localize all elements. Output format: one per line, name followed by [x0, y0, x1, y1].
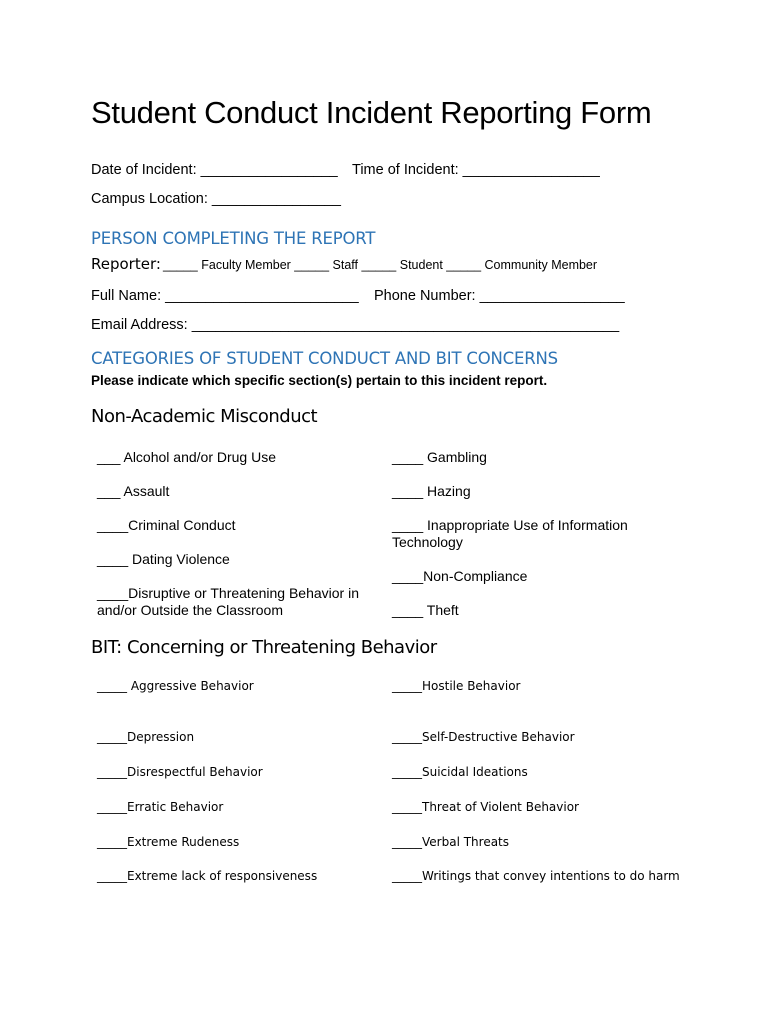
checkbox-criminal-conduct[interactable]: ____Criminal Conduct [97, 517, 236, 533]
reporter-label: Reporter: [91, 255, 161, 273]
checkbox-disrespectful-behavior[interactable]: _____Disrespectful Behavior [97, 765, 263, 779]
phone-number-field[interactable]: Phone Number: __________________ [374, 288, 625, 304]
checkbox-verbal-threats[interactable]: _____Verbal Threats [392, 835, 510, 849]
categories-instruction: Please indicate which specific section(s) pertain to this incident report. [91, 373, 548, 388]
page-title: Student Conduct Incident Reporting Form [91, 95, 652, 130]
checkbox-non-compliance[interactable]: ____Non-Compliance [392, 568, 528, 584]
checkbox-theft[interactable]: ____ Theft [392, 602, 459, 618]
date-of-incident-field[interactable]: Date of Incident: _________________ [91, 162, 338, 178]
checkbox-threat-of-violent-behavior[interactable]: _____Threat of Violent Behavior [392, 800, 579, 814]
checkbox-hazing[interactable]: ____ Hazing [392, 483, 471, 499]
time-of-incident-field[interactable]: Time of Incident: _________________ [352, 162, 600, 178]
email-address-field[interactable]: Email Address: _____________________________________________________ [91, 317, 620, 333]
checkbox-alcohol-drug-use[interactable]: ___ Alcohol and/or Drug Use [97, 449, 276, 465]
checkbox-disruptive-behavior[interactable]: ____Disruptive or Threatening Behavior in and/or Outside the Classroom [97, 585, 360, 618]
checkbox-inappropriate-it-use[interactable]: ____ Inappropriate Use of Information Technology [392, 517, 628, 550]
checkbox-gambling[interactable]: ____ Gambling [392, 449, 487, 465]
checkbox-dating-violence[interactable]: ____ Dating Violence [97, 551, 230, 567]
checkbox-depression[interactable]: _____Depression [97, 730, 195, 744]
checkbox-writings-intent-harm[interactable]: _____Writings that convey intentions to do harm [392, 869, 680, 883]
reporter-options[interactable]: _____ Faculty Member _____ Staff _____ Student _____ Community Member [163, 258, 598, 272]
non-academic-heading: Non-Academic Misconduct [91, 406, 318, 427]
checkbox-self-destructive-behavior[interactable]: _____Self-Destructive Behavior [392, 730, 575, 744]
person-completing-heading: PERSON COMPLETING THE REPORT [91, 229, 376, 248]
checkbox-suicidal-ideations[interactable]: _____Suicidal Ideations [392, 765, 528, 779]
checkbox-erratic-behavior[interactable]: _____Erratic Behavior [97, 800, 224, 814]
full-name-field[interactable]: Full Name: ________________________ [91, 288, 359, 304]
campus-location-field[interactable]: Campus Location: ________________ [91, 191, 341, 207]
categories-heading: CATEGORIES OF STUDENT CONDUCT AND BIT CONCERNS [91, 349, 558, 368]
checkbox-extreme-lack-of-responsiveness[interactable]: _____Extreme lack of responsiveness [97, 869, 318, 883]
checkbox-aggressive-behavior[interactable]: _____ Aggressive Behavior [97, 679, 254, 693]
checkbox-hostile-behavior[interactable]: _____Hostile Behavior [392, 679, 521, 693]
checkbox-extreme-rudeness[interactable]: _____Extreme Rudeness [97, 835, 240, 849]
bit-heading: BIT: Concerning or Threatening Behavior [91, 637, 437, 658]
checkbox-assault[interactable]: ___ Assault [97, 483, 170, 499]
